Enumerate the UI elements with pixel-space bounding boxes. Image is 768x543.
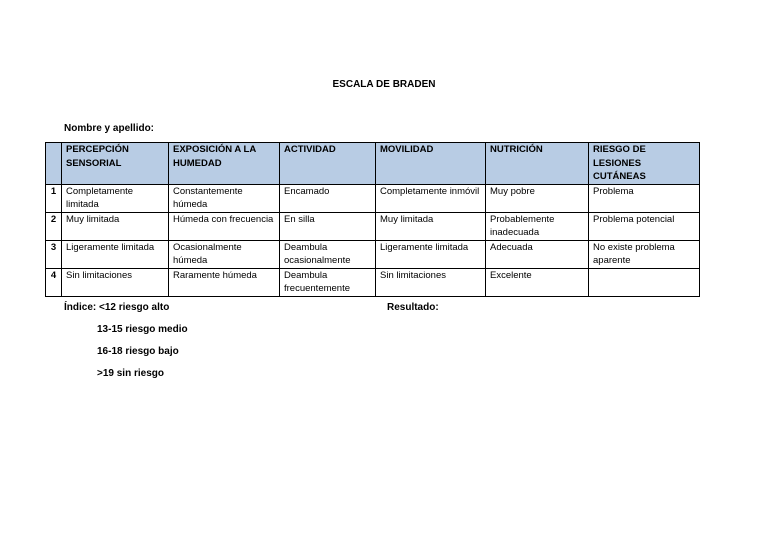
table-cell: Sin limitaciones [376,268,486,296]
row-number: 3 [46,240,62,268]
table-cell [589,268,700,296]
table-cell: Sin limitaciones [62,268,169,296]
row-number: 4 [46,268,62,296]
table-cell: Muy limitada [376,212,486,240]
table-cell: No existe problema aparente [589,240,700,268]
header-percepcion-sensorial: PERCEPCIÓN SENSORIAL [62,143,169,185]
table-cell: Problema [589,184,700,212]
table-cell: Raramente húmeda [169,268,280,296]
table-cell: Completamente inmóvil [376,184,486,212]
name-field-label: Nombre y apellido: [64,123,155,134]
header-nutricion: NUTRICIÓN [486,143,589,185]
table-cell: Húmeda con frecuencia [169,212,280,240]
table-cell: Muy pobre [486,184,589,212]
table-cell: Deambula frecuentemente [280,268,376,296]
table-cell: Ligeramente limitada [62,240,169,268]
document-title: ESCALA DE BRADEN [332,79,436,90]
indice-level-bajo: 16-18 riesgo bajo [97,346,179,357]
table-cell: Encamado [280,184,376,212]
table-cell: Ocasionalmente húmeda [169,240,280,268]
table-cell: Completamente limitada [62,184,169,212]
table-row [46,268,700,296]
table-cell: Deambula ocasionalmente [280,240,376,268]
braden-scale-table [45,142,700,297]
table-row [46,212,700,240]
table-row [46,184,700,212]
header-exposicion-humedad: EXPOSICIÓN A LA HUMEDAD [169,143,280,185]
table-cell: Excelente [486,268,589,296]
resultado-label: Resultado: [387,302,439,313]
indice-level-medio: 13-15 riesgo medio [97,324,188,335]
table-cell: Adecuada [486,240,589,268]
table-cell: Problema potencial [589,212,700,240]
row-number: 2 [46,212,62,240]
header-riesgo-lesiones: RIESGO DE LESIONES CUTÁNEAS [589,143,700,185]
table-cell: En silla [280,212,376,240]
table-header-row [46,143,700,185]
table-cell: Ligeramente limitada [376,240,486,268]
table-cell: Probablemente inadecuada [486,212,589,240]
header-actividad: ACTIVIDAD [280,143,376,185]
table-cell: Muy limitada [62,212,169,240]
header-number-cell [46,143,62,185]
table-row [46,240,700,268]
indice-level-sin-riesgo: >19 sin riesgo [97,368,164,379]
row-number: 1 [46,184,62,212]
indice-label: Índice: <12 riesgo alto [64,302,170,313]
header-movilidad: MOVILIDAD [376,143,486,185]
table-cell: Constantemente húmeda [169,184,280,212]
